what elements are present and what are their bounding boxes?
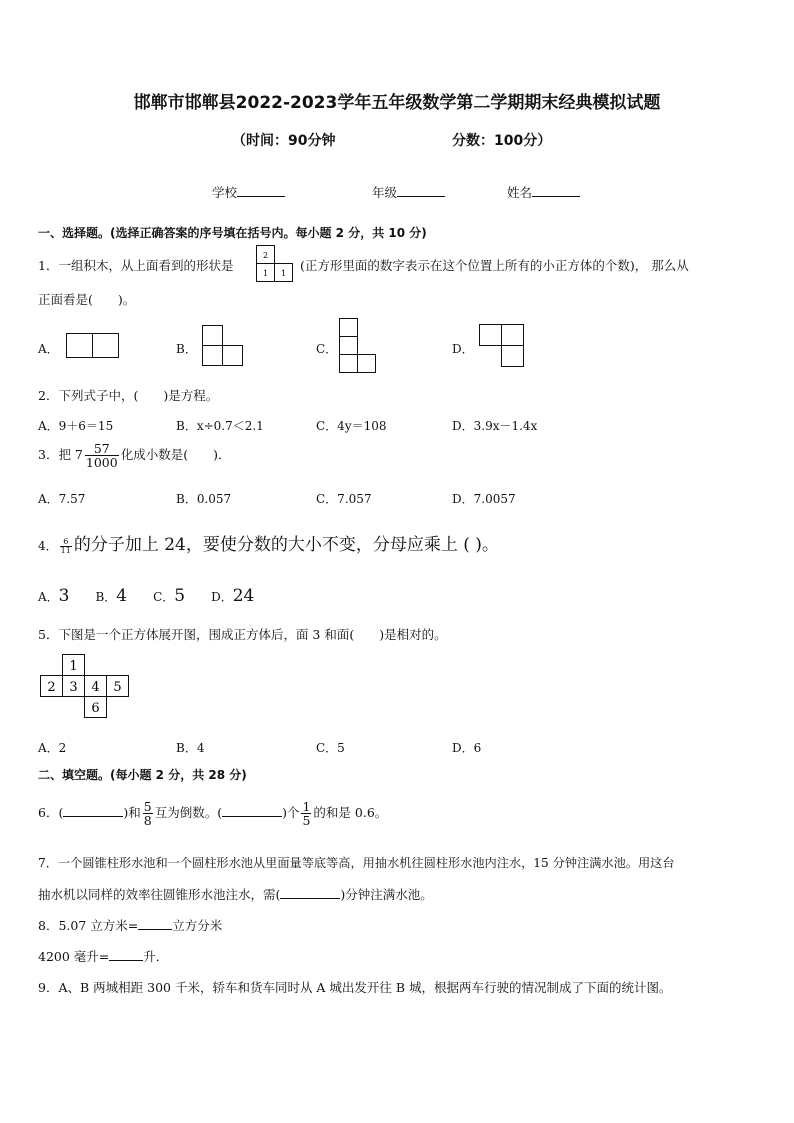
- q6-fraction-1: [143, 800, 153, 827]
- q4-option-d-value: 24: [232, 586, 255, 606]
- school-label: 学校: [212, 185, 238, 200]
- q1-text-c: 正面看是( )。: [38, 292, 136, 307]
- q8-line-2: [38, 947, 168, 965]
- q5-face-4: 4: [91, 680, 100, 695]
- class-blank[interactable]: [397, 184, 445, 197]
- q8-text-b: 立方分米: [172, 918, 223, 933]
- q1-grid-bottom-left-number: 1: [262, 269, 269, 278]
- q3-line: [38, 442, 230, 469]
- q8-blank-1[interactable]: [138, 918, 172, 930]
- q1-grid-top-number: 2: [262, 251, 269, 260]
- q6-text-c: 互为倒数。(: [154, 805, 223, 821]
- q4-denominator: 11: [60, 546, 71, 555]
- q8-text-a: 8．5.07 立方米=: [38, 918, 139, 933]
- exam-score: 分数：100分）: [452, 133, 552, 149]
- q6-fraction-2: [301, 800, 311, 827]
- name-field: [507, 183, 580, 201]
- page-title: 邯郸市邯郸县2022-2023学年五年级数学第二学期期末经典模拟试题: [133, 93, 661, 113]
- q3-text-b: 化成小数是( )．: [120, 447, 231, 463]
- q6-blank-2[interactable]: [222, 805, 282, 817]
- q2-option-c[interactable]: C．4y＝108: [316, 419, 387, 433]
- q6-fraction-2-numerator: 1: [302, 799, 311, 814]
- q5-option-b[interactable]: B．4: [176, 741, 205, 755]
- q6-blank-1[interactable]: [63, 805, 123, 817]
- q5-face-6: 6: [91, 701, 100, 716]
- q5-face-3: 3: [69, 680, 78, 695]
- q1-grid-bottom-right-number: 1: [280, 269, 287, 278]
- q7-text-a: 抽水机以同样的效率往圆锥形水池注水，需(: [38, 887, 281, 902]
- q6-fraction-1-numerator: 5: [143, 799, 152, 814]
- q4-label: 4．: [38, 539, 58, 553]
- q1-option-c-figure: [339, 318, 379, 374]
- q5-text: 5．下图是一个正方体展开图，围成正方体后，面 3 和面( )是相对的。: [38, 627, 447, 642]
- q1-option-a-figure: [66, 333, 120, 359]
- q3-option-a[interactable]: A．7.57: [38, 492, 86, 506]
- q4-option-d-label: D．: [211, 590, 233, 604]
- school-blank[interactable]: [237, 184, 285, 197]
- q7-text-b: )分钟注满水池。: [340, 887, 433, 902]
- q6-fraction-2-denominator: 5: [302, 813, 311, 829]
- q3-text-a: 3．把 7: [38, 447, 83, 463]
- q5-option-d[interactable]: D．6: [452, 741, 482, 755]
- q4-option-b-value: 4: [116, 586, 128, 606]
- q3-numerator: 57: [85, 442, 119, 456]
- class-label: 年级: [372, 185, 398, 200]
- q5-cube-net: [40, 654, 132, 720]
- q6-fraction-1-denominator: 8: [143, 813, 152, 829]
- q8-line-1: [38, 916, 222, 934]
- q5-face-1: 1: [69, 659, 78, 674]
- school-field: [212, 183, 285, 201]
- q1-option-a-label[interactable]: A．: [38, 342, 59, 356]
- q2-option-a[interactable]: A．9＋6＝15: [38, 419, 114, 433]
- class-field: [372, 183, 445, 201]
- q9-text: 9．A、B 两城相距 300 千米，轿车和货车同时从 A 城出发开往 B 城，根据两车行驶的情况制成了下面的统计图。: [38, 980, 672, 995]
- q2-text: 2．下列式子中，( )是方程。: [38, 388, 219, 403]
- q1-option-b-figure: [202, 325, 244, 367]
- section1-heading: 一、选择题。(选择正确答案的序号填在括号内。每小题 2 分，共 10 分): [38, 226, 427, 240]
- q3-fraction: [85, 442, 119, 469]
- q8-text-c: 4200 毫升=: [38, 949, 110, 964]
- q1-option-c-label[interactable]: C．: [316, 342, 338, 356]
- q6-text-a: 6．(: [38, 805, 64, 821]
- q4-options: [38, 586, 254, 606]
- q3-option-d[interactable]: D．7.0057: [452, 492, 516, 506]
- q1-text-b: (正方形里面的数字表示在这个位置上所有的小正方体的个数)， 那么从: [300, 258, 689, 273]
- q4-option-b[interactable]: [95, 586, 128, 606]
- q8-blank-2[interactable]: [109, 949, 143, 961]
- q6-text-e: 的和是 0.6。: [313, 805, 388, 821]
- q4-option-d[interactable]: [211, 586, 255, 606]
- q1-text-a: 1．一组积木，从上面看到的形状是: [38, 258, 234, 273]
- q5-option-c[interactable]: C．5: [316, 741, 345, 755]
- q3-option-b[interactable]: B．0.057: [176, 492, 232, 506]
- q2-option-b[interactable]: B．x÷0.7＜2.1: [176, 419, 264, 433]
- section2-heading: 二、填空题。(每小题 2 分，共 28 分): [38, 768, 247, 782]
- q4-text: 的分子加上 24，要使分数的大小不变，分母应乘上 ( )。: [73, 535, 499, 555]
- q1-option-b-label[interactable]: B．: [176, 342, 197, 356]
- q3-option-c[interactable]: C．7.057: [316, 492, 372, 506]
- q4-numerator: 6: [60, 538, 72, 547]
- name-blank[interactable]: [532, 184, 580, 197]
- q4-option-c-value: 5: [174, 586, 186, 606]
- name-label: 姓名: [507, 185, 533, 200]
- q5-face-2: 2: [47, 680, 56, 695]
- q4-option-a-value: 3: [58, 586, 70, 606]
- q7-blank[interactable]: [280, 887, 340, 899]
- q4-option-c[interactable]: [153, 586, 186, 606]
- q5-option-a[interactable]: A．2: [38, 741, 67, 755]
- q1-option-d-label[interactable]: D．: [452, 342, 474, 356]
- q4-option-b-label: B．: [95, 590, 117, 604]
- q4-option-a[interactable]: [38, 586, 70, 606]
- q5-face-5: 5: [113, 680, 122, 695]
- q8-text-d: 升．: [143, 949, 169, 964]
- q3-denominator: 1000: [85, 455, 118, 471]
- q6-text-d: )个: [282, 805, 300, 821]
- q4-option-a-label: A．: [38, 590, 59, 604]
- q4-option-c-label: C．: [153, 590, 175, 604]
- q7-line-1: 7．一个圆锥柱形水池和一个圆柱形水池从里面量等底等高，用抽水机往圆柱形水池内注水，15 分钟注满水池。用这台: [38, 856, 675, 870]
- q1-top-view-grid: [256, 245, 296, 283]
- q4-fraction: [60, 538, 72, 556]
- exam-time: （时间：90分钟: [232, 133, 336, 149]
- q2-option-d[interactable]: D．3.9x－1.4x: [452, 419, 538, 433]
- q1-option-d-figure: [479, 324, 525, 368]
- q6-text-b: )和: [123, 805, 141, 821]
- q7-line-2: [38, 885, 433, 903]
- q4-line: [38, 530, 499, 555]
- q6-line: [38, 800, 387, 827]
